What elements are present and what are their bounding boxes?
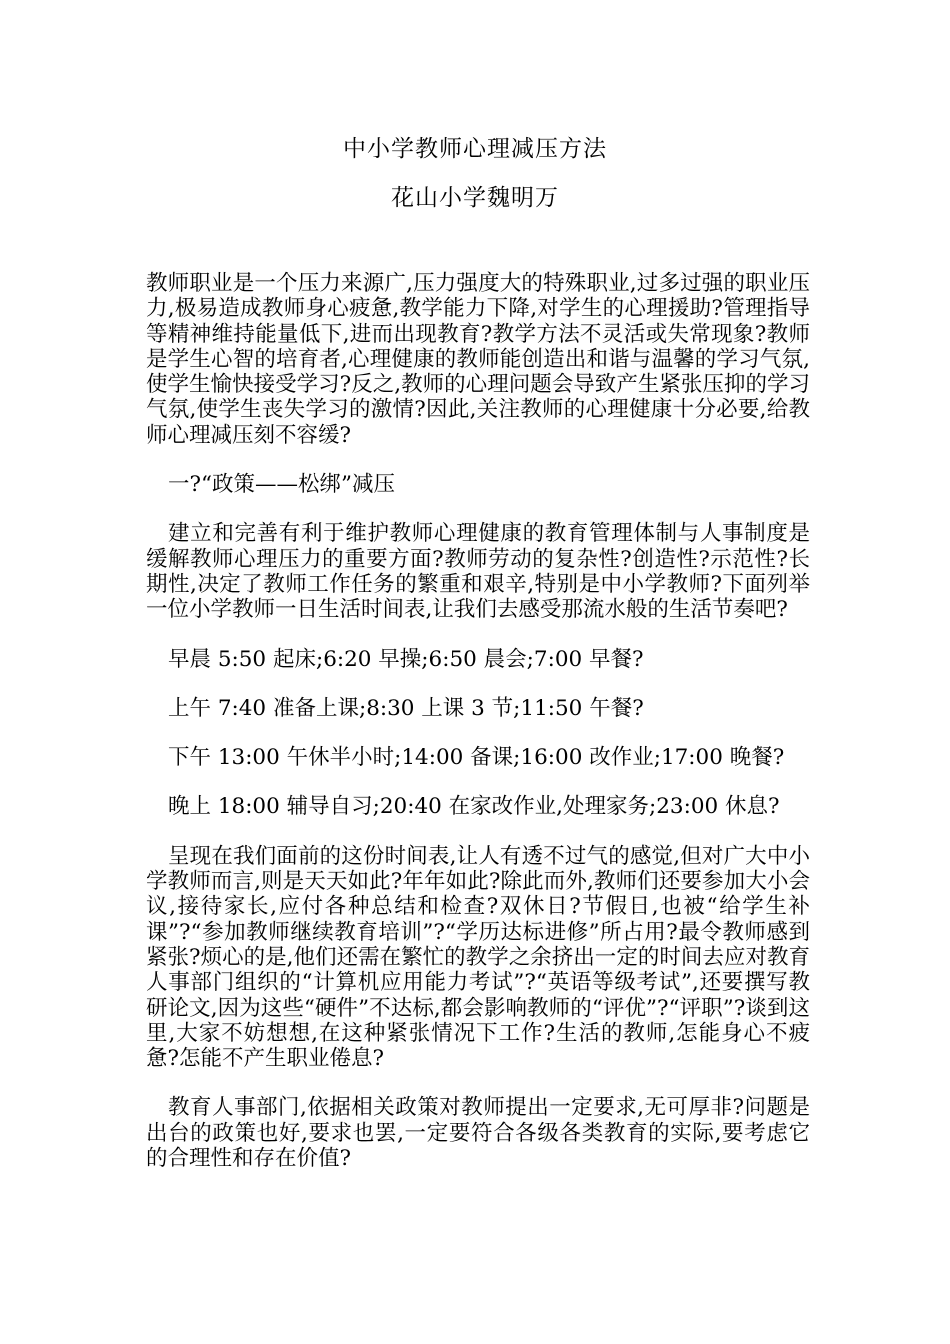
document-title: 中小学教师心理减压方法 — [343, 136, 607, 162]
schedule-afternoon: 下午 13:00 午休半小时;14:00 备课;16:00 改作业;17:00 晚餐? — [168, 745, 785, 771]
section-heading: 一?“政策——松绑”减压 — [168, 472, 396, 498]
schedule-morning-early: 早晨 5:50 起床;6:20 早操;6:50 晨会;7:00 早餐? — [168, 646, 644, 672]
schedule-morning: 上午 7:40 准备上课;8:30 上课 3 节;11:50 午餐? — [168, 695, 644, 721]
paragraph-policy-requirements: 教育人事部门,依据相关政策对教师提出一定要求,无可厚非?问题是出台的政策也好,要求也罢,一定要符合各级各类教育的实际,要考虑它的合理性和存在价值? — [146, 1095, 810, 1172]
document-body — [146, 271, 810, 1195]
schedule-evening: 晚上 18:00 辅导自习;20:40 在家改作业,处理家务;23:00 休息? — [168, 794, 780, 820]
paragraph-timetable-discussion: 呈现在我们面前的这份时间表,让人有透不过气的感觉,但对广大中小学教师而言,则是天天如此?年年如此?除此而外,教师们还要参加大小会议,接待家长,应付各种总结和检查?双休日?节假日,也被“给学生补课”?“参加教师继续教育培训”?“学历达标进修”所占用?最令教师感到紧张?烦心的是,他们还需在繁忙的教学之余挤出一定的时间去应对教育人事部门组织的“计算机应用能力考试”?“英语等级考试”,还要撰写教研论文,因为这些“硬件”不达标,都会影响教师的“评优”?“评职”?谈到这里,大家不妨想想,在这种紧张情况下工作?生活的教师,怎能身心不疲惫?怎能不产生职业倦息? — [146, 843, 810, 1072]
document-author: 花山小学魏明万 — [391, 185, 559, 211]
paragraph-policy: 建立和完善有利于维护教师心理健康的教育管理体制与人事制度是缓解教师心理压力的重要方面?教师劳动的复杂性?创造性?示范性?长期性,决定了教师工作任务的繁重和艰辛,特别是中小学教师?下面列举一位小学教师一日生活时间表,让我们去感受那流水般的生活节奏吧? — [146, 521, 810, 623]
paragraph-intro: 教师职业是一个压力来源广,压力强度大的特殊职业,过多过强的职业压力,极易造成教师身心疲惫,教学能力下降,对学生的心理援助?管理指导等精神维持能量低下,进而出现教育?教学方法不灵活或失常现象?教师是学生心智的培育者,心理健康的教师能创造出和谐与温馨的学习气氛,使学生愉快接受学习?反之,教师的心理问题会导致产生紧张压抑的学习气氛,使学生丧失学习的激情?因此,关注教师的心理健康十分必要,给教师心理减压刻不容缓? — [146, 271, 810, 448]
